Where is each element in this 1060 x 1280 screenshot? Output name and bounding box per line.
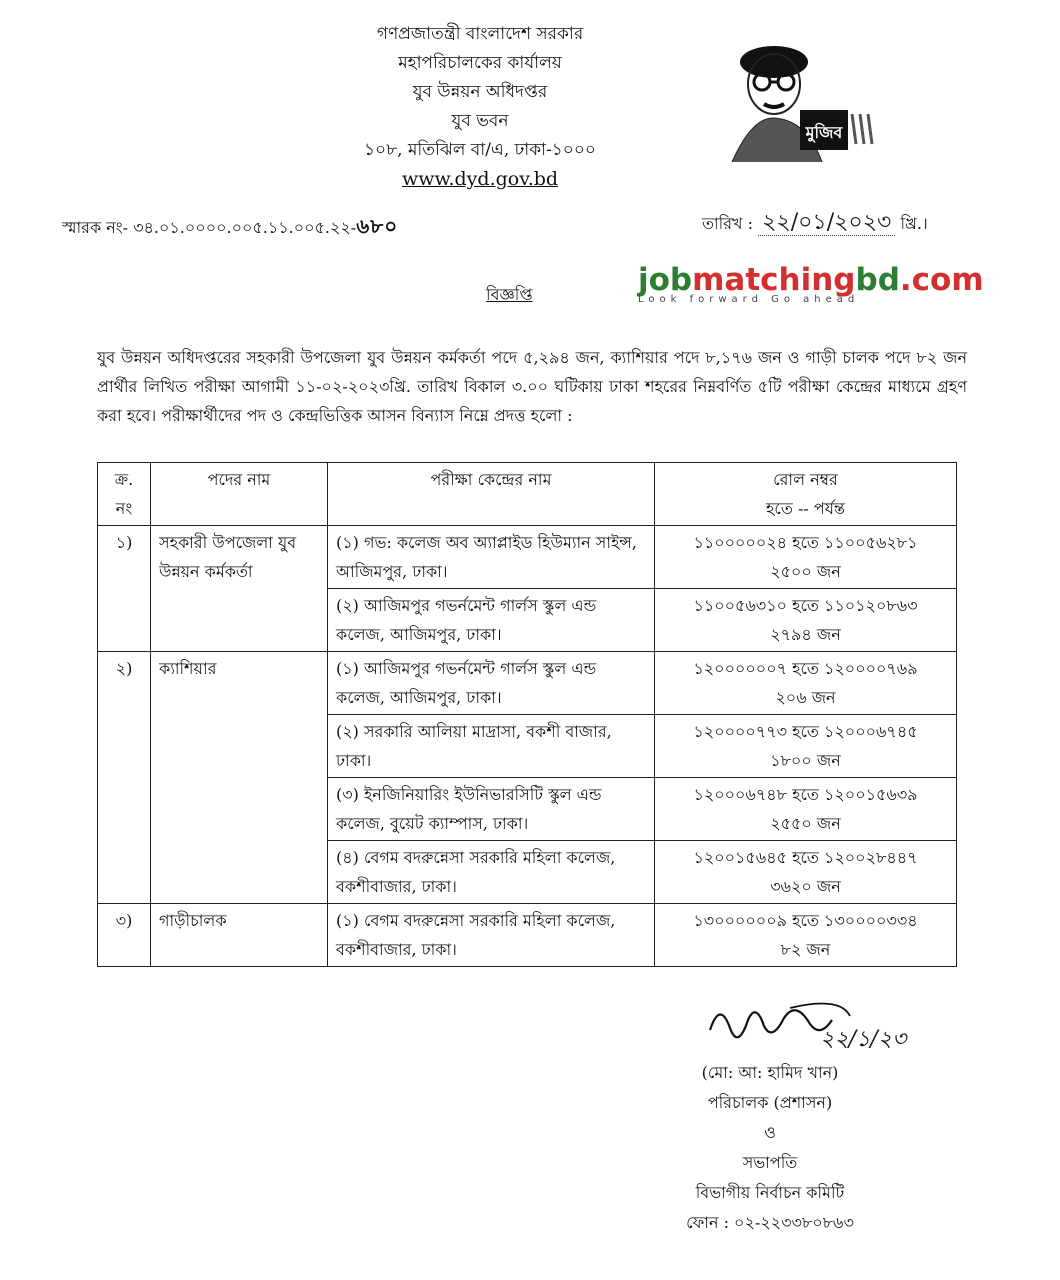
logo-text: মুজিব <box>805 123 843 142</box>
header-line-5: ১০৮, মতিঝিল বা/এ, ঢাকা-১০০০ <box>364 140 596 160</box>
roll-count: ২৭৯৪ জন <box>770 625 841 644</box>
cell-post: ক্যাশিয়ার <box>151 652 328 904</box>
cell-center: (৪) বেগম বদরুন্নেসা সরকারি মহিলা কলেজ, বকশীবাজার, ঢাকা। <box>328 841 655 904</box>
signatory-name: (মো: আ: হামিদ খান) <box>701 1063 839 1082</box>
cell-roll <box>655 589 957 652</box>
cell-post: সহকারী উপজেলা যুব উন্নয়ন কর্মকর্তা <box>151 526 328 652</box>
signatory-phone: ফোন : ০২-২২৩৩৮০৮৬৩ <box>686 1213 854 1232</box>
seat-plan-table <box>97 462 957 967</box>
header-line-3: যুব উন্নয়ন অধিদপ্তর <box>412 82 548 102</box>
notice-title: বিজ্ঞপ্তি <box>486 285 533 304</box>
date-suffix: খ্রি.। <box>900 214 928 233</box>
memo-number <box>62 212 398 245</box>
header-line-4: যুব ভবন <box>451 111 509 131</box>
cell-roll <box>655 715 957 778</box>
mujib-portrait-logo <box>712 22 882 172</box>
table-row <box>98 652 957 715</box>
memo-handwritten-number: ৬৮০ <box>356 214 399 238</box>
cell-roll <box>655 652 957 715</box>
header-serial: ক্র. নং <box>98 463 151 526</box>
roll-range: ১২০০০০০০৭ হতে ১২০০০০৭৬৯ <box>693 659 918 678</box>
roll-count: ৩৬২০ জন <box>770 877 841 896</box>
table-row <box>98 904 957 967</box>
cell-post: গাড়ীচালক <box>151 904 328 967</box>
signature-date: ২২/১/২৩ <box>820 1027 907 1052</box>
website-link[interactable]: www.dyd.gov.bd <box>401 168 559 190</box>
office-header <box>280 20 680 194</box>
date-line <box>702 205 928 242</box>
cell-center: (৩) ইনজিনিয়ারিং ইউনিভারসিটি স্কুল এন্ড কলেজ, বুয়েট ক্যাম্পাস, ঢাকা। <box>328 778 655 841</box>
cell-serial: ২) <box>98 652 151 904</box>
cell-serial: ১) <box>98 526 151 652</box>
header-center: পরীক্ষা কেন্দ্রের নাম <box>328 463 655 526</box>
roll-range: ১৩০০০০০০৯ হতে ১৩০০০০৩৩৪ <box>693 911 918 930</box>
roll-count: ২০৬ জন <box>775 688 836 707</box>
notice-body: যুব উন্নয়ন অধিদপ্তরের সহকারী উপজেলা যুব উন্নয়ন কর্মকর্তা পদে ৫,২৯৪ জন, ক্যাশিয়ার পদে ৮,১৭৬ জন ও গাড়ী চালক পদে ৮২ জন প্রার্থীর লিখিত পরীক্ষা আগামী ১১-০২-২০২৩খ্রি. তারিখ বিকাল ৩.০০ ঘটিকায় ঢাকা শহরের নিম্নবর্ণিত ৫টি পরীক্ষা কেন্দ্রের মাধ্যমে গ্রহণ করা হবে। পরীক্ষার্থীদের পদ ও কেন্দ্রভিত্তিক আসন বিন্যাস নিম্নে প্রদত্ত হলো : <box>97 348 967 425</box>
jobmatchingbd-watermark <box>638 262 984 305</box>
header-post: পদের নাম <box>151 463 328 526</box>
wm-com: .com <box>899 262 984 298</box>
cell-center: (২) সরকারি আলিয়া মাদ্রাসা, বকশী বাজার, ঢাকা। <box>328 715 655 778</box>
signatory-block <box>650 1058 890 1238</box>
cell-center: (২) আজিমপুর গভর্নমেন্ট গার্লস স্কুল এন্ড কলেজ, আজিমপুর, ঢাকা। <box>328 589 655 652</box>
roll-count: ২৫০০ জন <box>770 562 841 581</box>
signatory-and: ও <box>764 1123 776 1142</box>
wm-tagline: Look forward Go ahead <box>638 294 860 305</box>
signatory-committee: বিভাগীয় নির্বাচন কমিটি <box>695 1183 845 1202</box>
cell-center: (১) গভ: কলেজ অব অ্যাপ্লাইড হিউম্যান সাইন্স, আজিমপুর, ঢাকা। <box>328 526 655 589</box>
table-header-row <box>98 463 957 526</box>
cell-center: (১) আজিমপুর গভর্নমেন্ট গার্লস স্কুল এন্ড কলেজ, আজিমপুর, ঢাকা। <box>328 652 655 715</box>
roll-count: ১৮০০ জন <box>770 751 841 770</box>
wm-job: job <box>638 262 693 298</box>
table-row <box>98 526 957 589</box>
roll-count: ২৫৫০ জন <box>770 814 841 833</box>
roll-range: ১২০০০৬৭৪৮ হতে ১২০০১৫৬৩৯ <box>693 785 918 804</box>
wm-bd: bd <box>855 262 900 298</box>
roll-range: ১১০০০০০২৪ হতে ১১০০৫৬২৮১ <box>693 533 918 552</box>
signatory-title-2: সভাপতি <box>742 1153 798 1172</box>
header-line-1: গণপ্রজাতন্ত্রী বাংলাদেশ সরকার <box>376 24 584 44</box>
header-line-2: মহাপরিচালকের কার্যালয় <box>398 53 562 73</box>
cell-center: (১) বেগম বদরুন্নেসা সরকারি মহিলা কলেজ, বকশীবাজার, ঢাকা। <box>328 904 655 967</box>
cell-serial: ৩) <box>98 904 151 967</box>
cell-roll <box>655 526 957 589</box>
header-roll-label: রোল নম্বর <box>773 470 838 489</box>
header-roll <box>655 463 957 526</box>
roll-range: ১১০০৫৬৩১০ হতে ১১০১২০৮৬৩ <box>693 596 918 615</box>
signatory-title-1: পরিচালক (প্রশাসন) <box>707 1093 833 1112</box>
roll-count: ৮২ জন <box>780 940 831 959</box>
cell-roll <box>655 904 957 967</box>
roll-range: ১২০০১৫৬৪৫ হতে ১২০০২৮৪৪৭ <box>693 848 918 867</box>
date-value: ২২/০১/২০২৩ <box>758 210 895 236</box>
date-label: তারিখ : <box>702 214 754 233</box>
memo-label: স্মারক নং- ৩৪.০১.০০০০.০০৫.১১.০০৫.২২- <box>62 218 357 237</box>
cell-roll <box>655 841 957 904</box>
header-roll-sub: হতে -- পর্যন্ত <box>766 499 845 518</box>
cell-roll <box>655 778 957 841</box>
roll-range: ১২০০০০৭৭৩ হতে ১২০০০৬৭৪৫ <box>693 722 918 741</box>
wm-matching: matching <box>692 262 856 298</box>
